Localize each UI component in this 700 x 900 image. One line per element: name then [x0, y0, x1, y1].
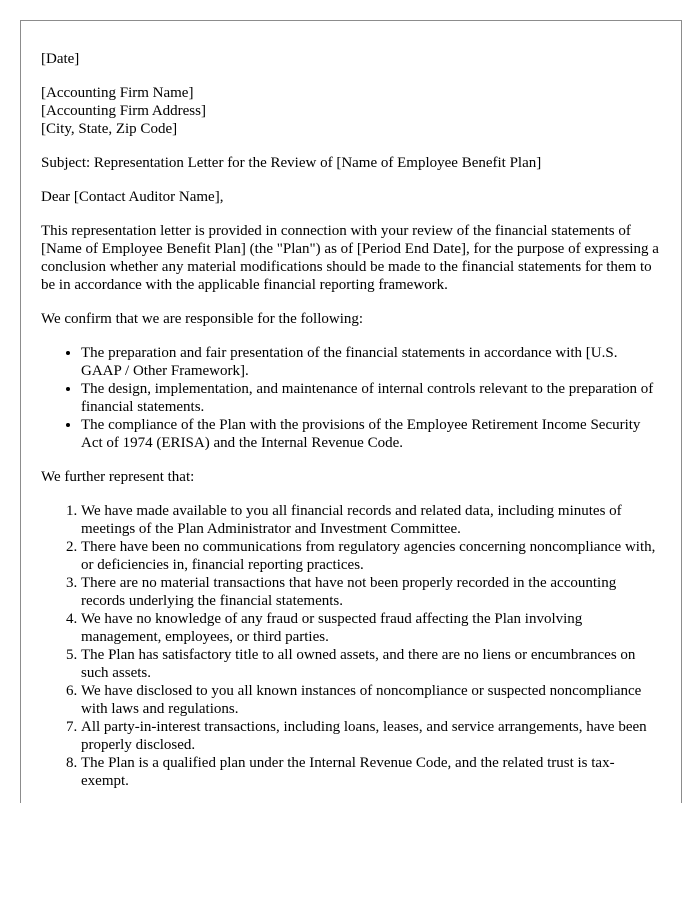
representation-item: 5. The Plan has satisfactory title to all owned assets, and there are no liens or encumbrances on such assets.	[81, 646, 661, 682]
recipient-firm-name: [Accounting Firm Name]	[41, 85, 194, 101]
representation-item: 6. We have disclosed to you all known instances of noncompliance or suspected noncompliance with laws and regulations.	[81, 682, 661, 718]
represent-heading: We further represent that:	[41, 469, 195, 485]
responsibility-item: • The preparation and fair presentation of the financial statements in accordance with [U.S. GAAP / Other Framework].	[81, 344, 661, 380]
recipient-city-state-zip: [City, State, Zip Code]	[41, 121, 178, 137]
representation-item: 4. We have no knowledge of any fraud or suspected fraud affecting the Plan involving management, employees, or third parties.	[81, 610, 661, 646]
letter-page	[20, 20, 682, 803]
confirm-heading: We confirm that we are responsible for the following:	[41, 311, 364, 327]
representation-item: 1. We have made available to you all financial records and related data, including minutes of meetings of the Plan Administrator and Investment Committee.	[81, 502, 661, 538]
recipient-firm-address: [Accounting Firm Address]	[41, 103, 206, 119]
representation-item: 8. The Plan is a qualified plan under the Internal Revenue Code, and the related trust is tax-exempt.	[81, 754, 661, 790]
recipient-address-block	[41, 84, 661, 138]
letter-salutation: Dear [Contact Auditor Name],	[41, 189, 224, 205]
responsibilities-list	[41, 344, 661, 452]
letter-date: [Date]	[41, 51, 80, 67]
responsibility-item: • The design, implementation, and maintenance of internal controls relevant to the preparation of financial statements.	[81, 380, 661, 416]
representation-item: 7. All party-in-interest transactions, including loans, leases, and service arrangements, have been properly disclosed.	[81, 718, 661, 754]
representation-item: 2. There have been no communications from regulatory agencies concerning noncompliance with, or deficiencies in, financial reporting practices.	[81, 538, 661, 574]
letter-subject: Subject: Representation Letter for the Review of [Name of Employee Benefit Plan]	[41, 155, 542, 171]
representations-list	[41, 502, 661, 790]
responsibility-item: • The compliance of the Plan with the provisions of the Employee Retirement Income Security Act of 1974 (ERISA) and the Internal Revenue Code.	[81, 416, 661, 452]
representation-item: 3. There are no material transactions that have not been properly recorded in the accounting records underlying the financial statements.	[81, 574, 661, 610]
intro-paragraph: This representation letter is provided in connection with your review of the financial statements of [Name of Employee Benefit Plan] (the "Plan") as of [Period End Date], for the purpose of expressing a conclusion whether any material modifications should be made to the financial statements for them to be in accordance with the applicable financial reporting framework.	[41, 223, 659, 293]
